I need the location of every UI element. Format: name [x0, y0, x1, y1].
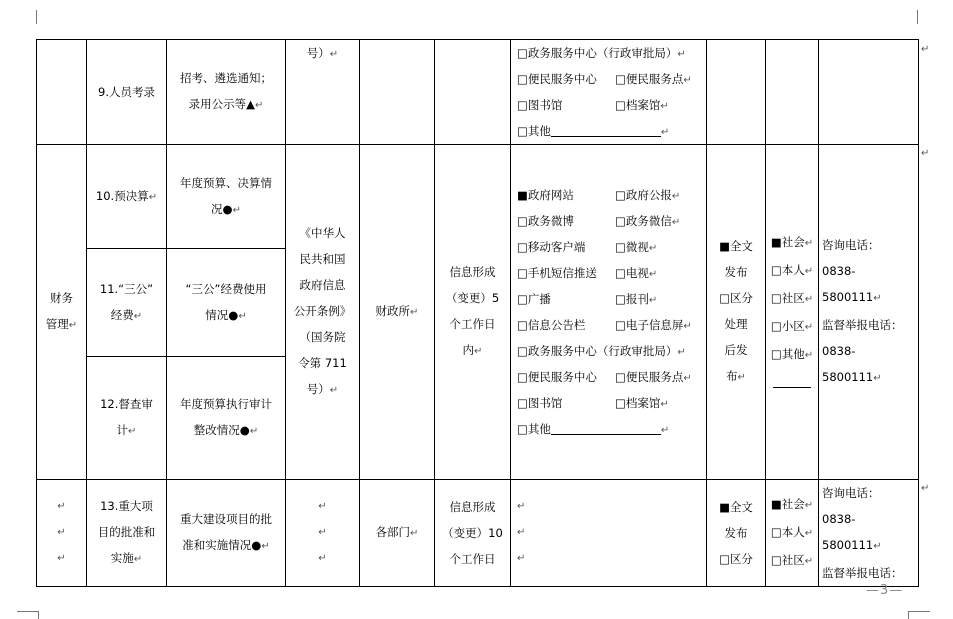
item-name-cell: 10.预决算↵ — [87, 145, 167, 249]
disclosure-table — [36, 39, 919, 587]
scope-cell: ■社会↵ □本人↵ □社区↵ — [766, 480, 819, 587]
channels-cell: □政务服务中心（行政审批局）↵ □便民服务中心 □便民服务点↵ □图书馆 □档案馆↵ □其他 ↵ — [511, 40, 707, 145]
crop-mark-br-v — [908, 611, 909, 619]
contact-cell: 咨询电话： 0838-5800111↵ 监督举报电话： 0838-5800111↵ — [819, 145, 919, 480]
basis-cell: 《中华人 民共和国 政府信息 公开条例》 （国务院 令第 711 号）↵ — [286, 145, 360, 480]
margin-mark: ↵ — [921, 483, 930, 494]
category-cell — [37, 40, 87, 145]
item-name-cell: 12.督查审 计↵ — [87, 357, 167, 480]
item-name-cell: 13.重大项 目的批准和 实施↵ — [87, 480, 167, 587]
subject-cell — [360, 40, 435, 145]
contact-cell — [819, 40, 919, 145]
content-cell: 重大建设项目的批 准和实施情况●↵ — [167, 480, 286, 587]
scope-cell — [766, 40, 819, 145]
page-number: —3— — [866, 583, 904, 598]
channels-cell: ↵ ↵ ↵ — [511, 480, 707, 587]
contact-cell: 咨询电话： 0838-5800111↵ 监督举报电话： — [819, 480, 919, 587]
item-name-cell: 9.人员考录 — [87, 40, 167, 145]
content-cell: 招考、遴选通知； 录用公示等▲↵ — [167, 40, 286, 145]
crop-mark-tl-v — [36, 10, 37, 24]
basis-cell: ↵ ↵ ↵ — [286, 480, 360, 587]
subject-cell: 财政所↵ — [360, 145, 435, 480]
channels-cell: ■政府网站 □政府公报↵ □政务微博 □政务微信↵ □移动客户端 □微视↵ □手机短信推送 □电视↵ □广播 □报刊↵ □信息公告栏 □电子信息屏↵ □政务服务中心（行政审批局）↵ □便民服务中心 □便民服务点↵ □图书馆 □档案馆↵ □其他 ↵ — [511, 145, 707, 480]
subject-cell: 各部门↵ — [360, 480, 435, 587]
crop-mark-br-h — [908, 611, 930, 612]
time-limit-cell: 信息形成 （变更）10 个工作日 — [435, 480, 511, 587]
content-cell: “三公”经费使用 情况●↵ — [167, 249, 286, 357]
crop-mark-bl-v — [38, 611, 39, 619]
table-row — [37, 40, 919, 145]
time-limit-cell: 信息形成 （变更）5 个工作日 内↵ — [435, 145, 511, 480]
category-cell: ↵ ↵ ↵ — [37, 480, 87, 587]
method-cell: ■全文 发布 □区分 处理 后发 布↵ — [707, 145, 766, 480]
time-limit-cell — [435, 40, 511, 145]
content-cell: 年度预算、决算情 况●↵ — [167, 145, 286, 249]
crop-mark-tr-v — [917, 10, 918, 24]
table-row — [37, 145, 919, 249]
item-name-cell: 11.“三公” 经费↵ — [87, 249, 167, 357]
margin-mark: ↵ — [921, 148, 930, 159]
crop-mark-bl-h — [17, 611, 39, 612]
category-finance-cell: 财务 管理↵ — [37, 145, 87, 480]
content-cell: 年度预算执行审计 整改情况●↵ — [167, 357, 286, 480]
margin-mark: ↵ — [921, 44, 930, 55]
scope-cell: ■社会↵ □本人↵ □社区↵ □小区↵ □其他↵ — [766, 145, 819, 480]
table-row — [37, 480, 919, 587]
basis-cell: 号）↵ — [286, 40, 360, 145]
method-cell — [707, 40, 766, 145]
method-cell: ■全文 发布 □区分 — [707, 480, 766, 587]
